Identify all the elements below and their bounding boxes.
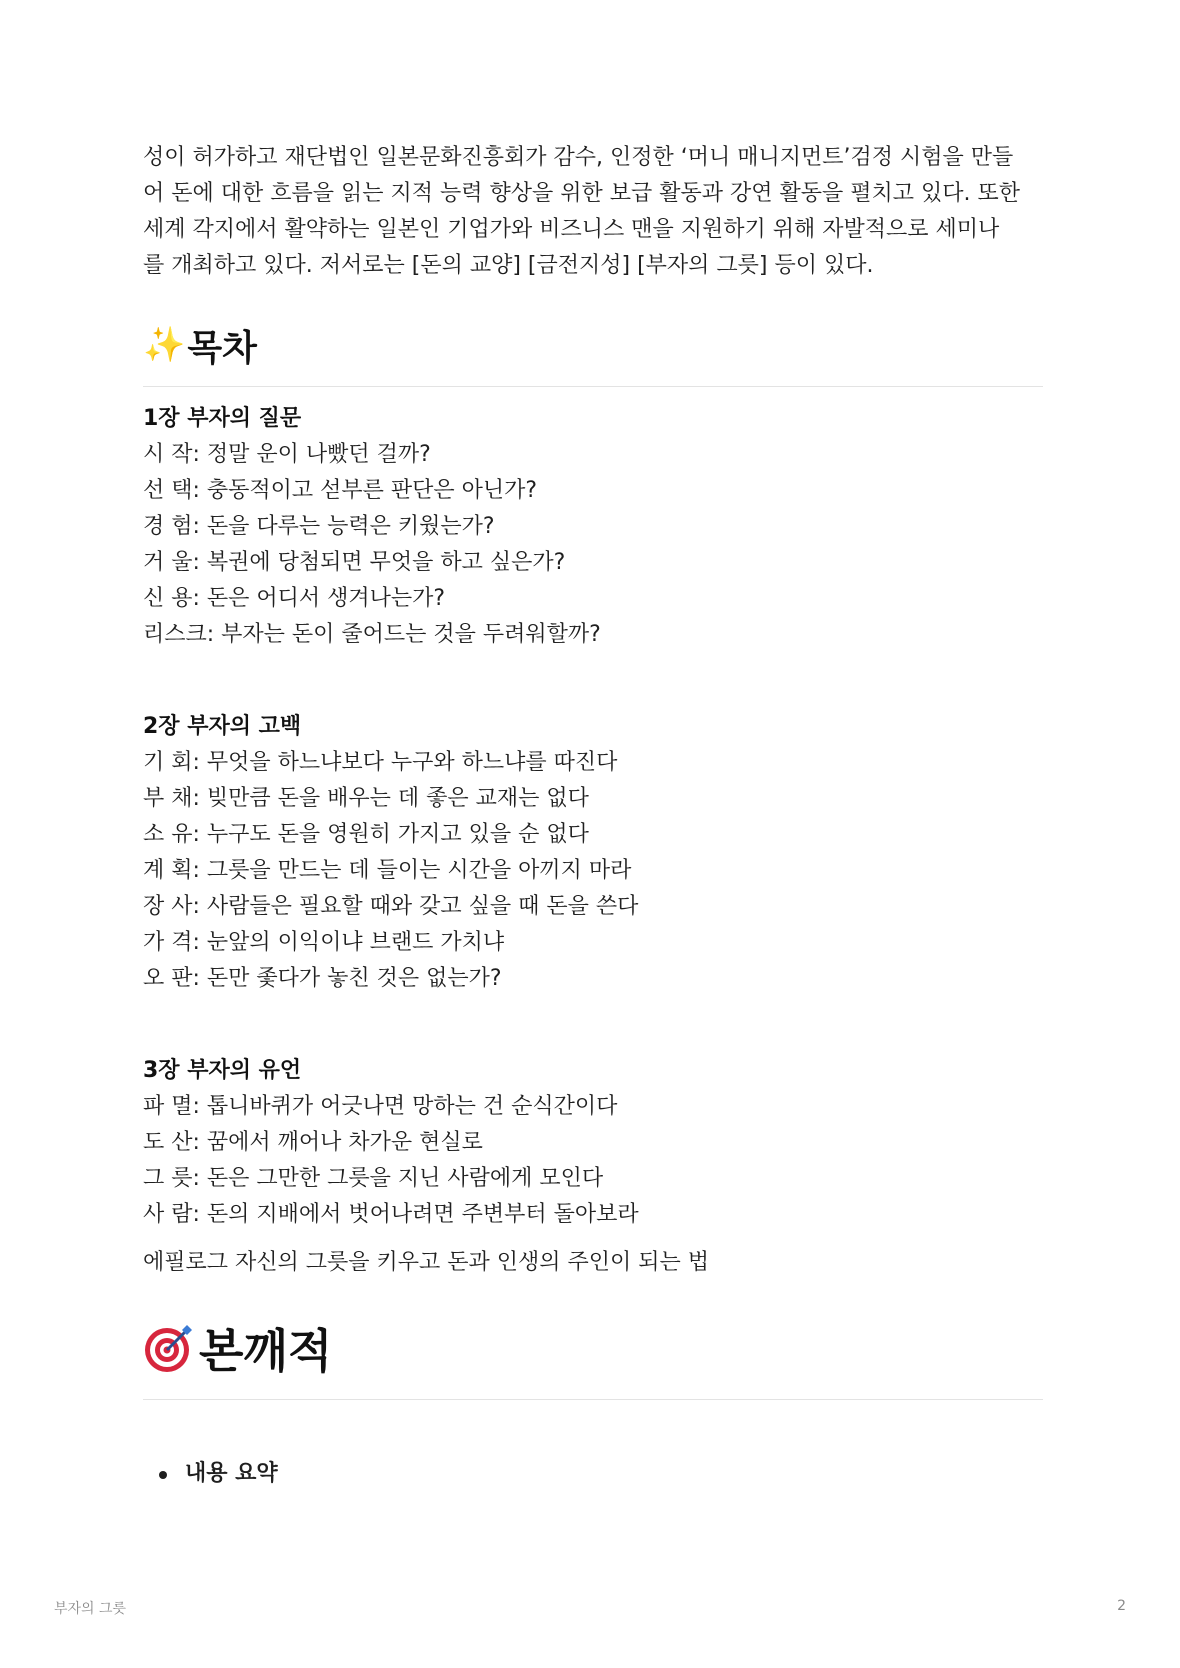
toc-item: 거 울: 복권에 당첨되면 무엇을 하고 싶은가? [143, 550, 566, 575]
toc-item: 가 격: 눈앞의 이익이냐 브랜드 가치냐 [143, 930, 505, 955]
toc-item: 그 릇: 돈은 그만한 그릇을 지닌 사람에게 모인다 [143, 1166, 604, 1191]
toc-item: 시 작: 정말 운이 나빴던 걸까? [143, 442, 431, 467]
toc-item: 도 산: 꿈에서 깨어나 차가운 현실로 [143, 1130, 483, 1155]
intro-line: 를 개최하고 있다. 저서로는 [돈의 교양] [금전지성] [부자의 그릇] 등이 있다. [143, 253, 874, 278]
intro-line: 어 돈에 대한 흐름을 읽는 지적 능력 향상을 위한 보급 활동과 강연 활동을 펼치고 있다. 또한 [143, 181, 1020, 206]
toc-item: 신 용: 돈은 어디서 생겨나는가? [143, 586, 446, 611]
toc-item: 부 채: 빚만큼 돈을 배우는 데 좋은 교재는 없다 [143, 786, 589, 811]
toc-item: 경 험: 돈을 다루는 능력은 키웠는가? [143, 514, 495, 539]
list-item: 내용 요약 [185, 1456, 1043, 1492]
chapter-title: 3장 부자의 유언 [143, 1058, 302, 1083]
epilogue: 에필로그 자신의 그릇을 키우고 돈과 인생의 주인이 되는 법 [143, 1250, 709, 1275]
core-title: 본깨적 [199, 1324, 333, 1378]
target-dart-icon [143, 1322, 195, 1374]
toc-item: 선 택: 충동적이고 섣부른 판단은 아닌가? [143, 478, 538, 503]
toc-item: 계 획: 그릇을 만드는 데 들이는 시간을 아끼지 마라 [143, 858, 632, 883]
sparkles-icon: ✨ [143, 325, 186, 365]
footer-book-title: 부자의 그릇 [54, 1601, 127, 1617]
toc-item: 오 판: 돈만 좇다가 놓친 것은 없는가? [143, 966, 502, 991]
toc-item: 장 사: 사람들은 필요할 때와 갖고 싶을 때 돈을 쓴다 [143, 894, 639, 919]
toc-item: 파 멸: 톱니바퀴가 어긋나면 망하는 건 순식간이다 [143, 1094, 618, 1119]
toc-item: 사 람: 돈의 지배에서 벗어나려면 주변부터 돌아보라 [143, 1202, 639, 1227]
chapter-1 [143, 401, 1043, 653]
core-heading [143, 1307, 1043, 1400]
chapter-title: 1장 부자의 질문 [143, 406, 302, 431]
chapter-title: 2장 부자의 고백 [143, 714, 302, 739]
toc-item: 기 회: 무엇을 하느냐보다 누구와 하느냐를 따진다 [143, 750, 618, 775]
summary-list [143, 1456, 1043, 1492]
document-body [143, 140, 1043, 1492]
intro-line: 성이 허가하고 재단법인 일본문화진흥회가 감수, 인정한 ‘머니 매니지먼트’검정 시험을 만들 [143, 145, 1014, 170]
toc-item: 소 유: 누구도 돈을 영원히 가지고 있을 순 없다 [143, 822, 589, 847]
chapter-2 [143, 709, 1043, 997]
intro-paragraph [143, 140, 1043, 284]
footer-page-number: 2 [1117, 1598, 1126, 1614]
chapter-3 [143, 1053, 1043, 1233]
toc-heading [143, 314, 1043, 387]
intro-line: 세계 각지에서 활약하는 일본인 기업가와 비즈니스 맨을 지원하기 위해 자발적으로 세미나 [143, 217, 1000, 242]
toc-item: 리스크: 부자는 돈이 줄어드는 것을 두려워할까? [143, 622, 601, 647]
toc-title: 목차 [187, 327, 257, 369]
